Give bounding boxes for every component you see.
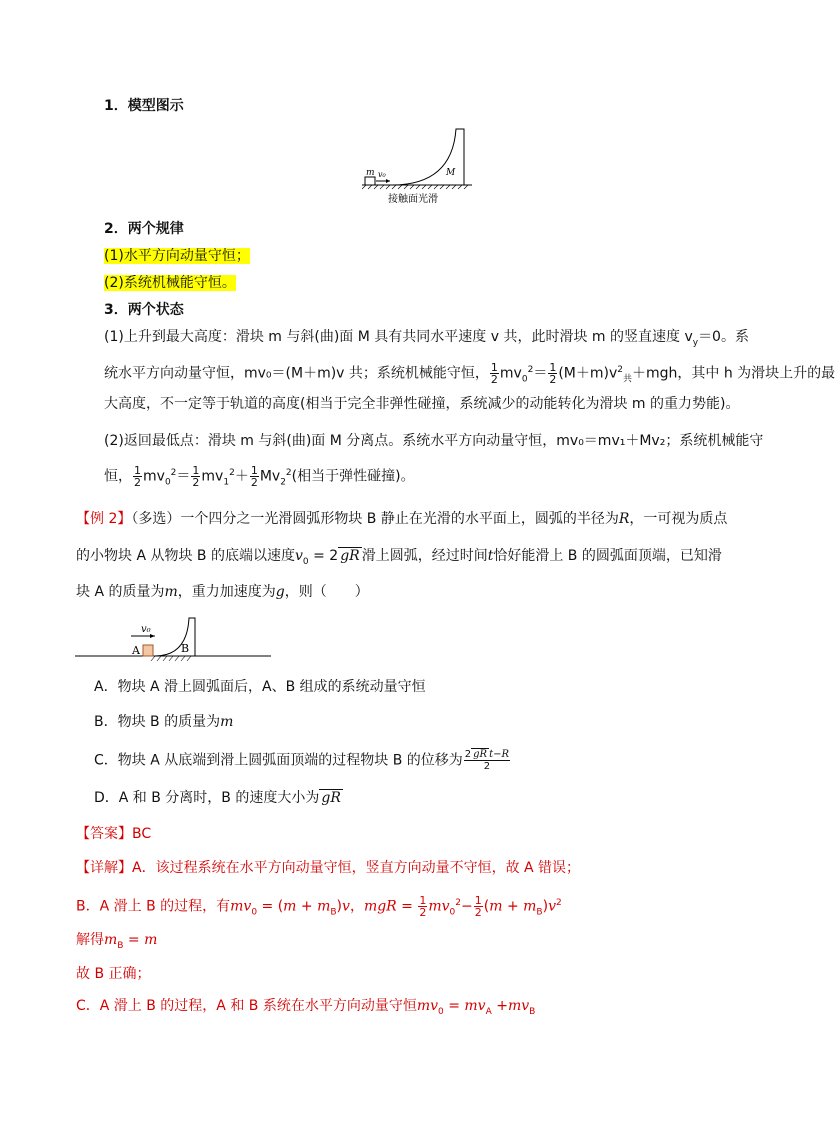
detail-line-5: C．A 滑上 B 的过程，A 和 B 系统在水平方向动量守恒$mv_0 = mv_A +mv_B$ (76, 998, 536, 1017)
state-1-line-2: 统水平方向动量守恒，mv₀＝(M＋m)v 共；系统机械能守恒， $\frac{1}{2}$ $mv_0^2=$ $\frac{1}{2}$ $(M+m)v^2_共+mgh$，其中 h 为滑块上升的最 (104, 361, 835, 387)
fig2-A-label: A (132, 644, 140, 657)
state-2-line-2: 恒， $\frac{1}{2}$ $mv_0^2=$ $\frac{1}{2}$ $mv_1^2+$ $\frac{1}{2}$ $Mv_2^2$(相当于弹性碰撞)。 (104, 464, 415, 490)
fig1-caption: 接触面光滑 (388, 194, 438, 205)
fig1-v0-label: v₀ (378, 170, 386, 179)
rule-2: (2)系统机械能守恒。 (104, 275, 236, 291)
rule-1: (1)水平方向动量守恒； (104, 248, 250, 264)
option-a: A．物块 A 滑上圆弧面后，A、B 组成的系统动量守恒 (94, 679, 426, 695)
detail-line-3: 解得$m_B = m$ (76, 932, 158, 951)
example-line-1: 【例 2】（多选）一个四分之一光滑圆弧形物块 B 静止在光滑的水平面上，圆弧的半径为R，一可视为质点 (76, 511, 728, 527)
fig1-m-label: m (366, 168, 375, 178)
fig1-M-label: M (446, 168, 456, 178)
option-c: C．物块 A 从底端到滑上圆弧面顶端的过程物块 B 的位移为 $\frac{\text{2 gR t−R}}{2}$ (94, 749, 510, 772)
option-b: B．物块 B 的质量为m (94, 714, 234, 730)
section-3-title: 3．两个状态 (104, 302, 184, 318)
option-d: D．A 和 B 分离时，B 的速度大小为 gR (94, 790, 341, 806)
section-2-title: 2．两个规律 (104, 221, 184, 237)
state-1-line-3: 大高度，不一定等于轨道的高度(相当于完全非弹性碰撞，系统减少的动能转化为滑块 m 的重力势能)。 (104, 396, 740, 412)
figure-model (360, 125, 480, 207)
detail-line-1: 【详解】A．该过程系统在水平方向动量守恒，竖直方向动量不守恒，故 A 错误； (76, 860, 581, 876)
state-2-line-1: (2)返回最低点：滑块 m 与斜(曲)面 M 分离点。系统水平方向动量守恒，mv₀＝mv₁＋Mv₂；系统机械能守 (104, 433, 764, 449)
example-line-2: 的小物块 A 从物块 B 的底端以速度$v_0 = 2$ gR 滑上圆弧，经过时间t恰好能滑上 B 的圆弧面顶端，已知滑 (76, 548, 722, 567)
fig2-B-label: B (181, 642, 190, 655)
answer: 【答案】BC (76, 826, 152, 842)
section-1-title: 1．模型图示 (104, 98, 184, 114)
state-1-line-1: (1)上升到最大高度：滑块 m 与斜(曲)面 M 具有共同水平速度 v 共，此时滑块 m 的竖直速度 $v_y=0$。系 (104, 329, 749, 348)
detail-line-2: B．A 滑上 B 的过程，有$mv_0 = (m + m_B)v$，mgR = $\frac{1}{2}$ $mv_0^2-$ $\frac{1}{2}$ $(m + m_B)v^2$ (76, 894, 562, 920)
fig2-v0-label: v₀ (141, 624, 151, 635)
detail-line-4: 故 B 正确； (76, 966, 151, 982)
figure-example (75, 612, 275, 664)
example-line-3: 块 A 的质量为m，重力加速度为g，则（ ） (76, 584, 369, 600)
